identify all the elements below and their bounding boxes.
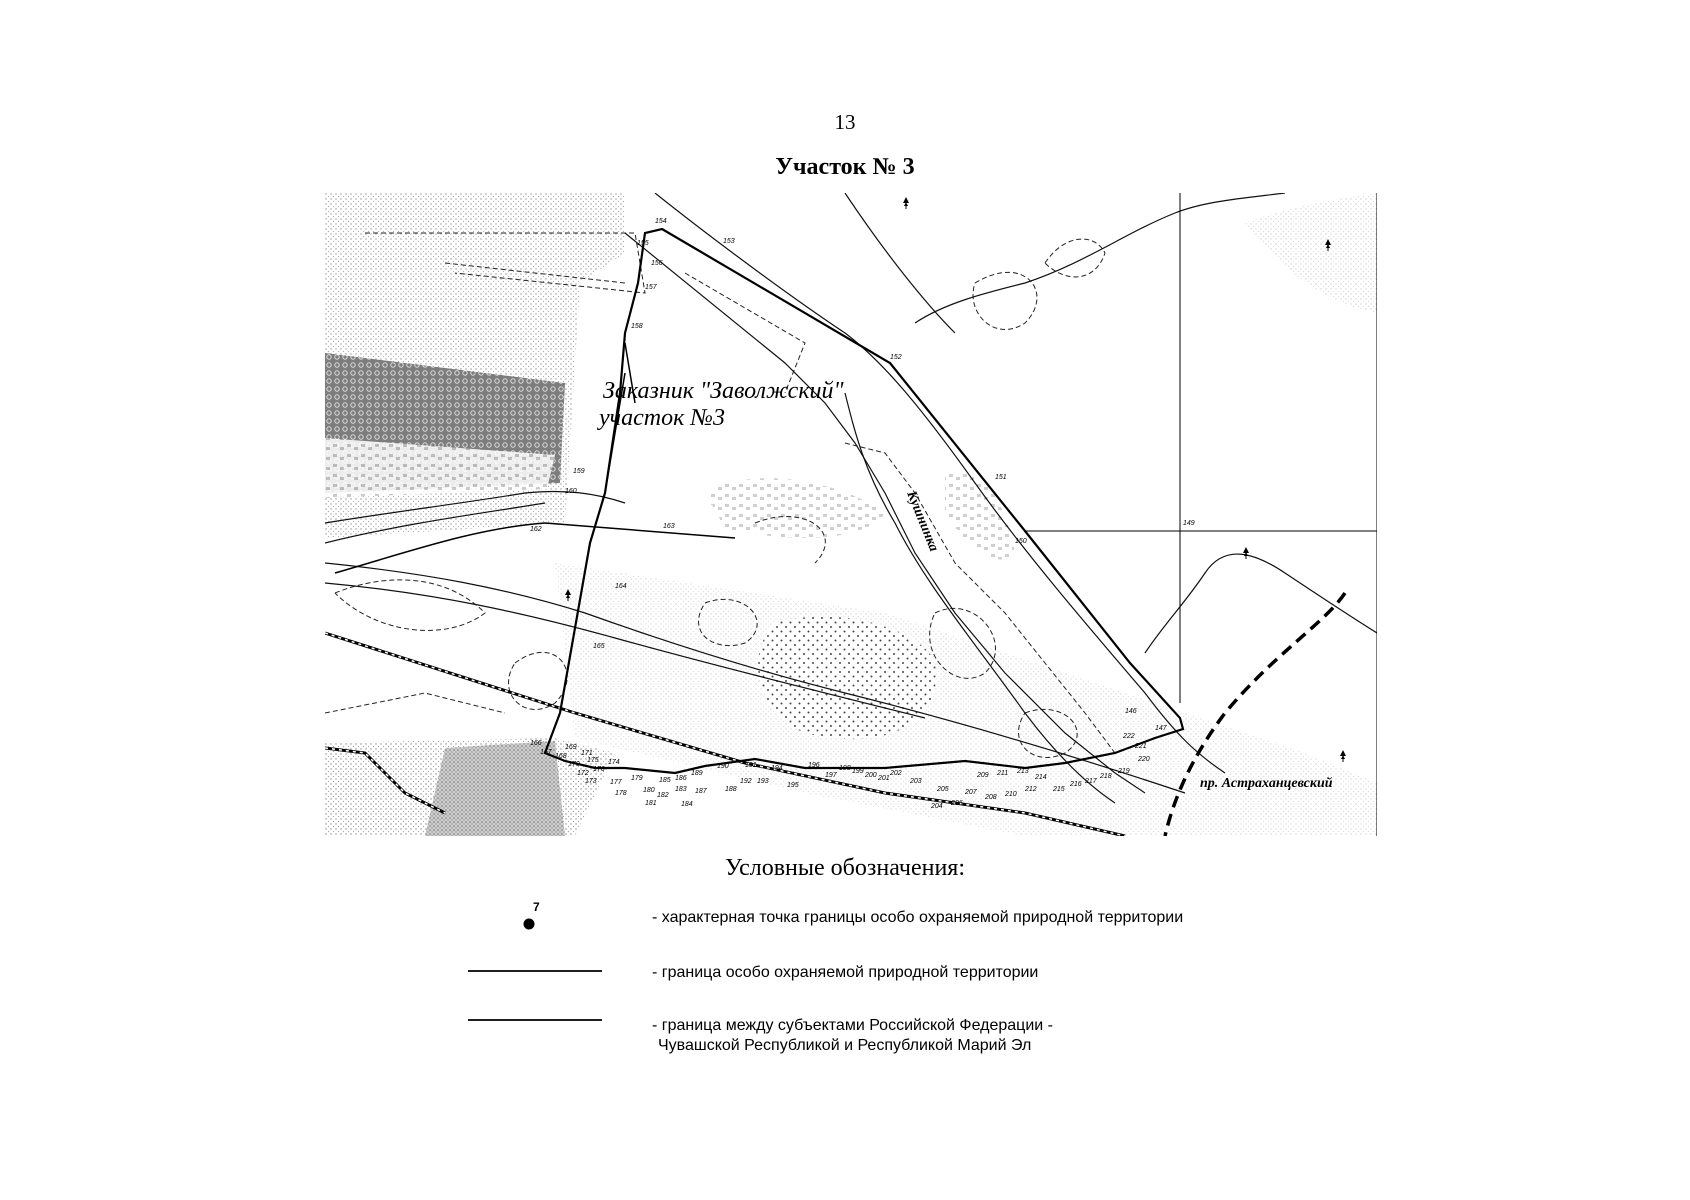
map-terrain bbox=[325, 193, 1377, 836]
point-label: 185 bbox=[659, 777, 671, 784]
point-label: 173 bbox=[585, 778, 597, 785]
point-label: 176 bbox=[593, 766, 605, 773]
point-label: 186 bbox=[675, 775, 687, 782]
point-label: 183 bbox=[675, 786, 687, 793]
point-label: 188 bbox=[725, 786, 737, 793]
point-label: 201 bbox=[878, 775, 890, 782]
point-label: 199 bbox=[852, 768, 864, 775]
point-label: 208 bbox=[985, 794, 997, 801]
map-canvas[interactable] bbox=[325, 193, 1377, 836]
point-label: 211 bbox=[997, 770, 1009, 777]
point-label: 189 bbox=[691, 770, 703, 777]
point-marker-icon bbox=[524, 919, 535, 930]
point-label: 163 bbox=[663, 523, 675, 530]
point-label: 175 bbox=[587, 757, 599, 764]
point-label: 193 bbox=[757, 778, 769, 785]
legend-text-boundary: - граница особо охраняемой природной территории bbox=[652, 964, 1039, 981]
point-label: 206 bbox=[951, 800, 963, 807]
point-label: 216 bbox=[1070, 781, 1082, 788]
point-label: 156 bbox=[651, 260, 663, 267]
point-label: 147 bbox=[1155, 725, 1167, 732]
point-label: 204 bbox=[931, 803, 943, 810]
point-label: 154 bbox=[655, 218, 667, 225]
point-label: 184 bbox=[681, 801, 693, 808]
point-label: 196 bbox=[808, 762, 820, 769]
point-label: 202 bbox=[890, 770, 902, 777]
point-label: 171 bbox=[581, 750, 593, 757]
point-label: 160 bbox=[565, 488, 577, 495]
point-label: 221 bbox=[1135, 743, 1147, 750]
point-label: 213 bbox=[1017, 768, 1029, 775]
point-label: 169 bbox=[565, 744, 577, 751]
point-label: 177 bbox=[610, 779, 622, 786]
legend-text-regional-line1: - граница между субъектами Российской Федерации - bbox=[652, 1017, 1053, 1034]
legend-text-regional bbox=[652, 1016, 1053, 1056]
legend-point-symbol bbox=[460, 900, 610, 940]
point-label: 217 bbox=[1085, 778, 1097, 785]
legend-text-point: - характерная точка границы особо охраняемой природной территории bbox=[652, 909, 1184, 926]
page-title: Участок № 3 bbox=[775, 154, 915, 180]
point-label: 162 bbox=[530, 526, 542, 533]
legend-title: Условные обозначения: bbox=[724, 855, 966, 881]
point-label: 222 bbox=[1123, 733, 1135, 740]
point-label: 192 bbox=[740, 778, 752, 785]
page-number: 13 bbox=[834, 110, 856, 134]
point-label: 150 bbox=[1015, 538, 1027, 545]
map-frame[interactable] bbox=[325, 193, 1377, 836]
point-label: 165 bbox=[593, 643, 605, 650]
point-label: 215 bbox=[1053, 786, 1065, 793]
point-label: 219 bbox=[1118, 768, 1130, 775]
point-label: 155 bbox=[637, 240, 649, 247]
point-label: 151 bbox=[995, 474, 1007, 481]
point-label: 180 bbox=[643, 787, 655, 794]
legend-row-point bbox=[0, 900, 1690, 940]
point-label: 194 bbox=[771, 765, 783, 772]
point-label: 164 bbox=[615, 583, 627, 590]
channel-label: пр. Астраханцевский bbox=[1200, 776, 1333, 791]
point-label: 220 bbox=[1138, 756, 1150, 763]
point-label: 203 bbox=[910, 778, 922, 785]
legend-regional-symbol bbox=[460, 1008, 610, 1048]
point-label: 187 bbox=[695, 788, 707, 795]
legend-row-regional bbox=[0, 1008, 1690, 1068]
legend-boundary-symbol bbox=[460, 955, 610, 995]
point-label: 172 bbox=[577, 770, 589, 777]
point-label: 178 bbox=[615, 790, 627, 797]
point-label: 167 bbox=[540, 749, 552, 756]
point-label: 170 bbox=[568, 761, 580, 768]
point-label: 146 bbox=[1125, 708, 1137, 715]
point-label: 212 bbox=[1025, 786, 1037, 793]
point-label: 152 bbox=[890, 354, 902, 361]
reserve-label-line1: Заказник "Заволжский" bbox=[603, 378, 844, 404]
point-label: 157 bbox=[645, 284, 657, 291]
point-label: 205 bbox=[937, 786, 949, 793]
point-label: 181 bbox=[645, 800, 657, 807]
river-label: Кушнинка bbox=[903, 488, 942, 554]
point-label: 198 bbox=[839, 765, 851, 772]
point-label: 179 bbox=[631, 775, 643, 782]
legend-text-regional-line2: Чувашской Республикой и Республикой Марий Эл bbox=[658, 1037, 1032, 1054]
point-example-number: 7 bbox=[533, 900, 540, 914]
point-label: 200 bbox=[865, 772, 877, 779]
point-label: 168 bbox=[555, 753, 567, 760]
point-label: 149 bbox=[1183, 520, 1195, 527]
point-label: 158 bbox=[631, 323, 643, 330]
point-label: 174 bbox=[608, 759, 620, 766]
point-label: 210 bbox=[1005, 791, 1017, 798]
point-label: 182 bbox=[657, 792, 669, 799]
reserve-label-line2: участок №3 bbox=[599, 405, 725, 431]
point-label: 209 bbox=[977, 772, 989, 779]
point-label: 159 bbox=[573, 468, 585, 475]
point-label: 166 bbox=[530, 740, 542, 747]
point-label: 191 bbox=[745, 762, 757, 769]
point-label: 190 bbox=[717, 763, 729, 770]
point-label: 153 bbox=[723, 238, 735, 245]
point-label: 207 bbox=[965, 789, 977, 796]
legend-row-boundary bbox=[0, 955, 1690, 995]
point-label: 218 bbox=[1100, 773, 1112, 780]
point-label: 214 bbox=[1035, 774, 1047, 781]
point-label: 197 bbox=[825, 772, 837, 779]
point-label: 195 bbox=[787, 782, 799, 789]
